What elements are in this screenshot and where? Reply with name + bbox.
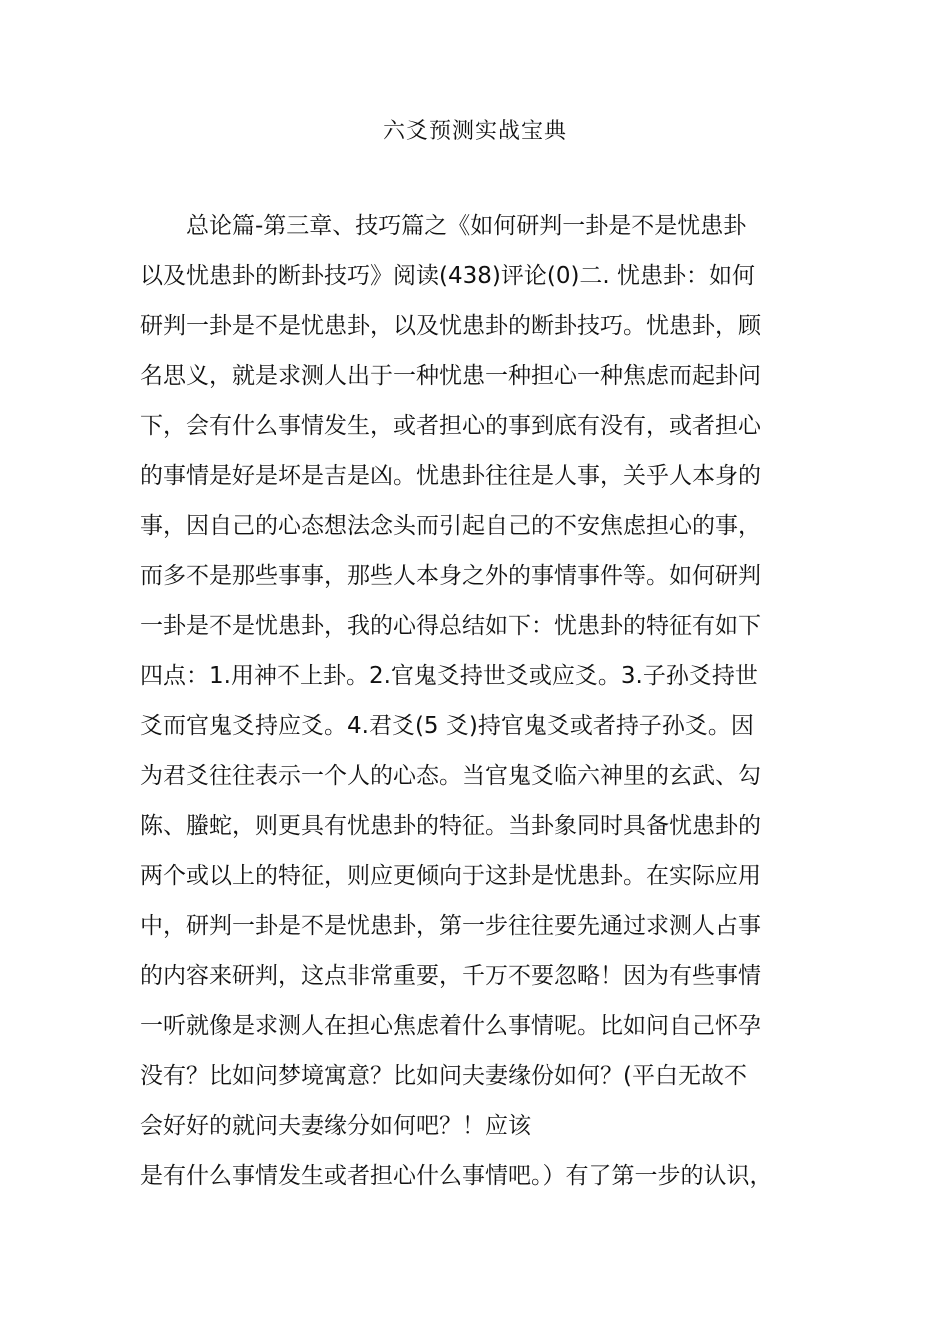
body-line: 两个或以上的特征，则应更倾向于这卦是忧患卦。在实际应用 [140,863,761,889]
body-line: 总论篇-第三章、技巧篇之《如何研判一卦是不是忧患卦 [186,213,747,239]
body-line: 爻而官鬼爻持应爻。4.君爻(5 爻)持官鬼爻或者持子孙爻。因 [140,713,754,739]
body-line: 中，研判一卦是不是忧患卦，第一步往往要先通过求测人占事 [140,913,761,939]
body-line: 以及忧患卦的断卦技巧》阅读(438)评论(0)二. 忧患卦：如何 [140,263,756,289]
body-line: 是有什么事情发生或者担心什么事情吧。）有了第一步的认识， [140,1163,773,1189]
body-line: 而多不是那些事事，那些人本身之外的事情事件等。如何研判 [140,563,761,589]
body-line: 研判一卦是不是忧患卦，以及忧患卦的断卦技巧。忧患卦，顾 [140,313,761,339]
body-line: 四点：1.用神不上卦。2.官鬼爻持世爻或应爻。3.子孙爻持世 [140,663,758,689]
body-line: 会好好的就问夫妻缘分如何吧？！应该 [140,1113,531,1139]
body-line: 名思义，就是求测人出于一种忧患一种担心一种焦虑而起卦问 [140,363,761,389]
body-line: 下，会有什么事情发生，或者担心的事到底有没有，或者担心 [140,413,761,439]
document-body [140,201,820,1201]
body-line: 事，因自己的心态想法念头而引起自己的不安焦虑担心的事， [140,513,761,539]
document-title: 六爻预测实战宝典 [382,119,567,144]
body-line: 没有？比如问梦境寓意？比如问夫妻缘份如何？(平白无故不 [140,1063,747,1089]
body-line: 一听就像是求测人在担心焦虑着什么事情呢。比如问自己怀孕 [140,1013,761,1039]
body-line: 为君爻往往表示一个人的心态。当官鬼爻临六神里的玄武、勾 [140,763,761,789]
body-line: 的事情是好是坏是吉是凶。忧患卦往往是人事，关乎人本身的 [140,463,761,489]
body-line: 一卦是不是忧患卦，我的心得总结如下：忧患卦的特征有如下 [140,613,761,639]
body-line: 陈、螣蛇，则更具有忧患卦的特征。当卦象同时具备忧患卦的 [140,813,761,839]
body-line: 的内容来研判，这点非常重要，千万不要忽略！因为有些事情 [140,963,761,989]
